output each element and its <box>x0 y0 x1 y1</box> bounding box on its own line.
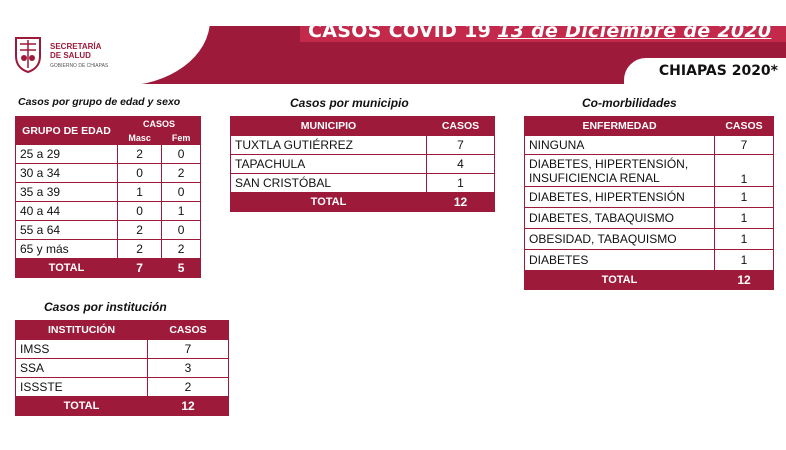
title-text: CASOS COVID 19 <box>308 20 492 42</box>
table-row <box>16 378 229 397</box>
table-header-row <box>16 117 201 131</box>
total-row <box>16 397 229 416</box>
total-label: TOTAL <box>231 193 427 212</box>
enfermedad-cell: DIABETES, HIPERTENSIÓN <box>525 187 715 208</box>
cases-cell: 1 <box>427 174 495 193</box>
table-row <box>231 174 495 193</box>
table-row <box>231 136 495 155</box>
table-header-row <box>16 321 229 340</box>
logo-line-2: DE SALUD <box>50 51 91 60</box>
col-header-cases: CASOS <box>427 117 495 136</box>
cases-cell: 1 <box>715 187 774 208</box>
cases-cell: 1 <box>715 229 774 250</box>
municipio-cell: TAPACHULA <box>231 155 427 174</box>
fem-cell: 2 <box>162 164 201 183</box>
col-header-cases: CASOS <box>715 117 774 136</box>
cases-cell: 7 <box>715 136 774 155</box>
enfermedad-cell: DIABETES <box>525 250 715 271</box>
total-cases: 12 <box>427 193 495 212</box>
institucion-cell: ISSSTE <box>16 378 148 397</box>
institucion-cell: SSA <box>16 359 148 378</box>
fem-cell: 0 <box>162 221 201 240</box>
total-row <box>16 259 201 278</box>
municipio-cell: TUXTLA GUTIÉRREZ <box>231 136 427 155</box>
header <box>0 0 786 88</box>
masc-cell: 0 <box>118 164 162 183</box>
enfermedad-cell: DIABETES, TABAQUISMO <box>525 208 715 229</box>
age-sex-table <box>15 116 201 278</box>
total-label: TOTAL <box>16 259 118 278</box>
age-group-cell: 30 a 34 <box>16 164 118 183</box>
table-row <box>16 183 201 202</box>
total-cases: 12 <box>148 397 229 416</box>
col-header-institucion: INSTITUCIÓN <box>16 321 148 340</box>
title-date: 13 de Diciembre de 2020 <box>497 20 772 42</box>
comorbid-table <box>524 116 774 290</box>
col-header-municipio: MUNICIPIO <box>231 117 427 136</box>
fem-cell: 0 <box>162 183 201 202</box>
fem-cell: 2 <box>162 240 201 259</box>
table-row <box>525 155 774 187</box>
age-group-cell: 65 y más <box>16 240 118 259</box>
table-row <box>525 208 774 229</box>
table-row <box>525 187 774 208</box>
state-label: CHIAPAS 2020* <box>658 63 778 79</box>
cases-cell: 7 <box>148 340 229 359</box>
cases-cell: 3 <box>148 359 229 378</box>
cases-cell: 1 <box>715 155 774 187</box>
total-cases: 12 <box>715 271 774 290</box>
age-group-cell: 40 a 44 <box>16 202 118 221</box>
page-title <box>308 20 771 42</box>
table-row <box>525 250 774 271</box>
col-header-age-group: GRUPO DE EDAD <box>16 117 118 145</box>
cases-cell: 4 <box>427 155 495 174</box>
institucion-table <box>15 320 229 416</box>
fem-cell: 0 <box>162 145 201 164</box>
col-header-cases: CASOS <box>148 321 229 340</box>
col-header-masc: Masc <box>118 131 162 145</box>
table-header-row <box>525 117 774 136</box>
comorbid-title: Co-morbilidades <box>582 96 677 110</box>
masc-cell: 0 <box>118 202 162 221</box>
enfermedad-cell: NINGUNA <box>525 136 715 155</box>
municipio-cell: SAN CRISTÓBAL <box>231 174 427 193</box>
logo-line-3: GOBIERNO DE CHIAPAS <box>50 63 109 69</box>
municipio-title: Casos por municipio <box>290 96 409 110</box>
table-row <box>16 202 201 221</box>
table-row <box>525 136 774 155</box>
total-fem: 5 <box>162 259 201 278</box>
cases-cell: 1 <box>715 208 774 229</box>
total-row <box>525 271 774 290</box>
age-sex-title: Casos por grupo de edad y sexo <box>18 96 181 108</box>
masc-cell: 2 <box>118 221 162 240</box>
institucion-title: Casos por institución <box>44 300 167 314</box>
masc-cell: 2 <box>118 240 162 259</box>
total-masc: 7 <box>118 259 162 278</box>
table-header-row <box>231 117 495 136</box>
table-row <box>16 359 229 378</box>
municipio-table <box>230 116 495 212</box>
table-row <box>16 340 229 359</box>
col-header-cases: CASOS <box>118 117 201 131</box>
age-group-cell: 35 a 39 <box>16 183 118 202</box>
logo-text <box>50 42 108 71</box>
table-row <box>16 221 201 240</box>
coat-of-arms-icon <box>12 34 44 74</box>
cases-cell: 7 <box>427 136 495 155</box>
enfermedad-cell: OBESIDAD, TABAQUISMO <box>525 229 715 250</box>
masc-cell: 1 <box>118 183 162 202</box>
masc-cell: 2 <box>118 145 162 164</box>
table-row <box>231 155 495 174</box>
cases-cell: 1 <box>715 250 774 271</box>
institucion-cell: IMSS <box>16 340 148 359</box>
table-row <box>16 164 201 183</box>
logo-line-1: SECRETARÍA <box>50 42 102 51</box>
table-row <box>525 229 774 250</box>
enfermedad-cell: DIABETES, HIPERTENSIÓN, INSUFICIENCIA RENAL <box>525 155 715 187</box>
fem-cell: 1 <box>162 202 201 221</box>
cases-cell: 2 <box>148 378 229 397</box>
total-label: TOTAL <box>16 397 148 416</box>
age-group-cell: 25 a 29 <box>16 145 118 164</box>
table-row <box>16 240 201 259</box>
total-label: TOTAL <box>525 271 715 290</box>
col-header-fem: Fem <box>162 131 201 145</box>
total-row <box>231 193 495 212</box>
age-group-cell: 55 a 64 <box>16 221 118 240</box>
col-header-enfermedad: ENFERMEDAD <box>525 117 715 136</box>
table-row <box>16 145 201 164</box>
